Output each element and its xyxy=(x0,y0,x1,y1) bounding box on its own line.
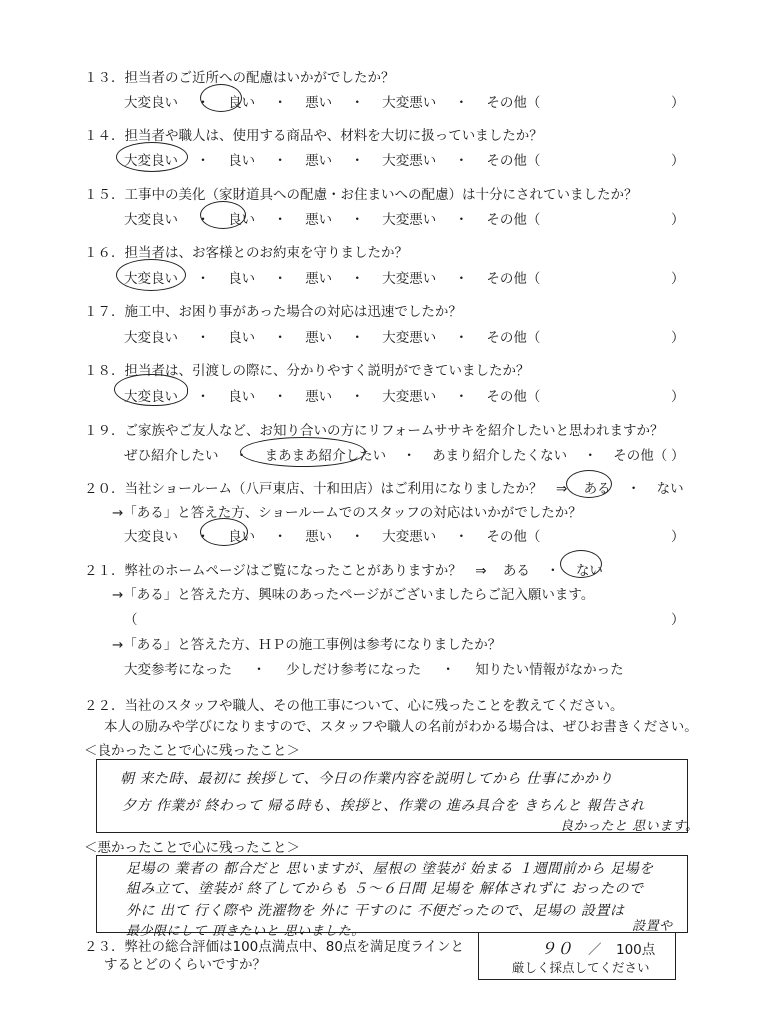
bad-comment-line: 最少限にして 頂きたいと 思いました。 xyxy=(126,924,365,939)
q21-paren-close: ） xyxy=(671,612,685,628)
option-not-recommend[interactable]: あまり紹介したくない xyxy=(432,448,568,464)
q16-options: 大変良い ・ 良い ・ 悪い ・ 大変悪い ・ その他（ xyxy=(124,271,541,287)
good-comment-line: 夕方 作業が 終わって 帰る時も、挨拶と、作業の 進み具合を きちんと 報告され xyxy=(122,798,645,814)
option-good[interactable]: 良い xyxy=(228,529,256,545)
score-max: 100点 xyxy=(616,942,656,958)
question-20: ２０．当社ショールーム（八戸東店、十和田店）はご利用になりましたか？ ⇒ ある ・ ない xyxy=(84,481,684,497)
option-very-bad[interactable]: 大変悪い xyxy=(382,330,437,346)
question-14: １４．担当者や職人は、使用する商品や、材料を大切に扱っていましたか？ xyxy=(84,128,543,144)
option-very-good[interactable]: 大変良い xyxy=(124,153,178,169)
option-bad[interactable]: 悪い xyxy=(305,330,333,346)
question-15: １５．工事中の美化（家財道具への配慮・お住まいへの配慮）は十分にされていましたか？ xyxy=(84,187,638,203)
q13-paren-close: ） xyxy=(671,95,685,111)
option-bad[interactable]: 悪い xyxy=(305,389,333,405)
option-very-bad[interactable]: 大変悪い xyxy=(382,212,437,228)
option-good[interactable]: 良い xyxy=(228,95,256,111)
q20-subquestion: →「ある」と答えた方、ショールームでのスタッフの対応はいかがでしたか？ xyxy=(112,505,582,521)
question-22: ２２．当社のスタッフや職人、その他工事について、心に残ったことを教えてください。 xyxy=(84,698,624,714)
score-note: 厳しく採点してください xyxy=(512,960,650,975)
option-other[interactable]: その他（ xyxy=(486,529,541,545)
option-other[interactable]: その他（ xyxy=(613,448,668,464)
good-comment-line: 朝 来た時、最初に 挨拶して、今日の作業内容を説明してから 仕事にかかり xyxy=(120,771,614,787)
question-21: ２１．弊社のホームページはご覧になったことがありますか？ ⇒ ある ・ ない xyxy=(84,563,603,579)
option-other[interactable]: その他（ xyxy=(486,153,541,169)
question-23: ２３．弊社の総合評価は100点満点中、80点を満足度ラインと xyxy=(84,939,465,955)
good-comment-line: 良かったと 思います。 xyxy=(560,819,699,834)
option-good[interactable]: 良い xyxy=(228,330,256,346)
q21-open-paren: （ xyxy=(124,612,138,628)
bad-comment-line: 外に 出て 行く際や 洗濯物を 外に 干すのに 不便だったので、足場の 設置は xyxy=(126,903,625,919)
option-very-bad[interactable]: 大変悪い xyxy=(382,95,437,111)
bad-comment-note: 設置や xyxy=(632,919,673,934)
question-17: １７．施工中、お困り事があった場合の対応は迅速でしたか？ xyxy=(84,304,462,320)
option-other[interactable]: その他（ xyxy=(486,95,541,111)
q14-options: 大変良い ・ 良い ・ 悪い ・ 大変悪い ・ その他（ xyxy=(124,153,541,169)
score-separator: ／ xyxy=(588,942,602,958)
option-other[interactable]: その他（ xyxy=(486,330,541,346)
bad-comment-line: 足場の 業者の 都合だと 思いますが、屋根の 塗装が 始まる １週間前から 足場を xyxy=(126,861,654,877)
bad-comment-line: 組み立て、塗装が 終了してからも ５〜６日間 足場を 解体されずに おったので xyxy=(126,881,644,897)
option-very-bad[interactable]: 大変悪い xyxy=(382,271,437,287)
option-good[interactable]: 良い xyxy=(228,271,256,287)
q16-paren-close: ） xyxy=(671,271,685,287)
q21-subquestion-2: →「ある」と答えた方、ＨＰの施工事例は参考になりましたか？ xyxy=(112,637,502,653)
question-18: １８．担当者は、引渡しの際に、分かりやすく説明ができていましたか？ xyxy=(84,363,530,379)
option-good[interactable]: 良い xyxy=(228,153,256,169)
q17-paren-close: ） xyxy=(671,330,685,346)
option-definitely-recommend[interactable]: ぜひ紹介したい xyxy=(124,448,219,464)
option-other[interactable]: その他（ xyxy=(486,212,541,228)
option-good[interactable]: 良い xyxy=(228,389,256,405)
q20-paren-close: ） xyxy=(671,529,685,545)
q21-options: 大変参考になった ・ 少しだけ参考になった ・ 知りたい情報がなかった xyxy=(124,662,624,678)
question-13: １３．担当者のご近所への配慮はいかがでしたか？ xyxy=(84,70,395,86)
option-very-bad[interactable]: 大変悪い xyxy=(382,529,437,545)
option-not-helpful[interactable]: 知りたい情報がなかった xyxy=(475,662,624,678)
option-very-good[interactable]: 大変良い xyxy=(124,271,178,287)
option-other[interactable]: その他（ xyxy=(486,271,541,287)
option-bad[interactable]: 悪い xyxy=(305,271,333,287)
q15-paren-close: ） xyxy=(671,212,685,228)
option-very-good[interactable]: 大変良い xyxy=(124,529,178,545)
option-other[interactable]: その他（ xyxy=(486,389,541,405)
option-very-bad[interactable]: 大変悪い xyxy=(382,153,437,169)
q20-options: 大変良い ・ 良い ・ 悪い ・ 大変悪い ・ その他（ xyxy=(124,529,541,545)
question-16: １６．担当者は、お客様とのお約束を守りましたか？ xyxy=(84,245,408,261)
option-bad[interactable]: 悪い xyxy=(305,212,333,228)
option-bad[interactable]: 悪い xyxy=(305,95,333,111)
question-23-cont: するとどのくらいですか？ xyxy=(104,957,266,973)
option-yes[interactable]: ある xyxy=(583,481,611,497)
score-value: ９０ xyxy=(540,939,574,958)
option-no[interactable]: ない xyxy=(656,481,684,497)
option-no[interactable]: ない xyxy=(575,563,603,579)
option-bad[interactable]: 悪い xyxy=(305,529,333,545)
option-somewhat-recommend[interactable]: まあまあ紹介したい xyxy=(264,448,387,464)
q13-options: 大変良い ・ 良い ・ 悪い ・ 大変悪い ・ その他（ xyxy=(124,95,541,111)
option-very-good[interactable]: 大変良い xyxy=(124,95,178,111)
q14-paren-close: ） xyxy=(671,153,685,169)
q21-subquestion-1: →「ある」と答えた方、興味のあったページがございましたらご記入願います。 xyxy=(112,587,595,603)
bad-section-label: ＜悪かったことで心に残ったこと＞ xyxy=(84,840,300,856)
q15-options: 大変良い ・ 良い ・ 悪い ・ 大変悪い ・ その他（ xyxy=(124,212,541,228)
question-22-note: 本人の励みや学びになりますので、スタッフや職人の名前がわかる場合は、ぜひお書きください。 xyxy=(104,719,698,735)
option-very-helpful[interactable]: 大変参考になった xyxy=(124,662,232,678)
question-19: １９．ご家族やご友人など、お知り合いの方にリフォームササキを紹介したいと思われますか？ xyxy=(84,423,664,439)
q18-options: 大変良い ・ 良い ・ 悪い ・ 大変悪い ・ その他（ xyxy=(124,389,541,405)
option-somewhat-helpful[interactable]: 少しだけ参考になった xyxy=(286,662,422,678)
option-very-good[interactable]: 大変良い xyxy=(124,212,178,228)
q18-paren-close: ） xyxy=(671,389,685,405)
q17-options: 大変良い ・ 良い ・ 悪い ・ 大変悪い ・ その他（ xyxy=(124,330,541,346)
option-bad[interactable]: 悪い xyxy=(305,153,333,169)
good-section-label: ＜良かったことで心に残ったこと＞ xyxy=(84,743,300,759)
q19-options: ぜひ紹介したい ・ まあまあ紹介したい ・ あまり紹介したくない ・ その他（ xyxy=(124,448,668,464)
option-very-good[interactable]: 大変良い xyxy=(124,330,178,346)
q19-paren-close: ） xyxy=(671,448,685,464)
option-yes[interactable]: ある xyxy=(502,563,530,579)
option-very-good[interactable]: 大変良い xyxy=(124,389,178,405)
option-good[interactable]: 良い xyxy=(228,212,256,228)
option-very-bad[interactable]: 大変悪い xyxy=(382,389,437,405)
